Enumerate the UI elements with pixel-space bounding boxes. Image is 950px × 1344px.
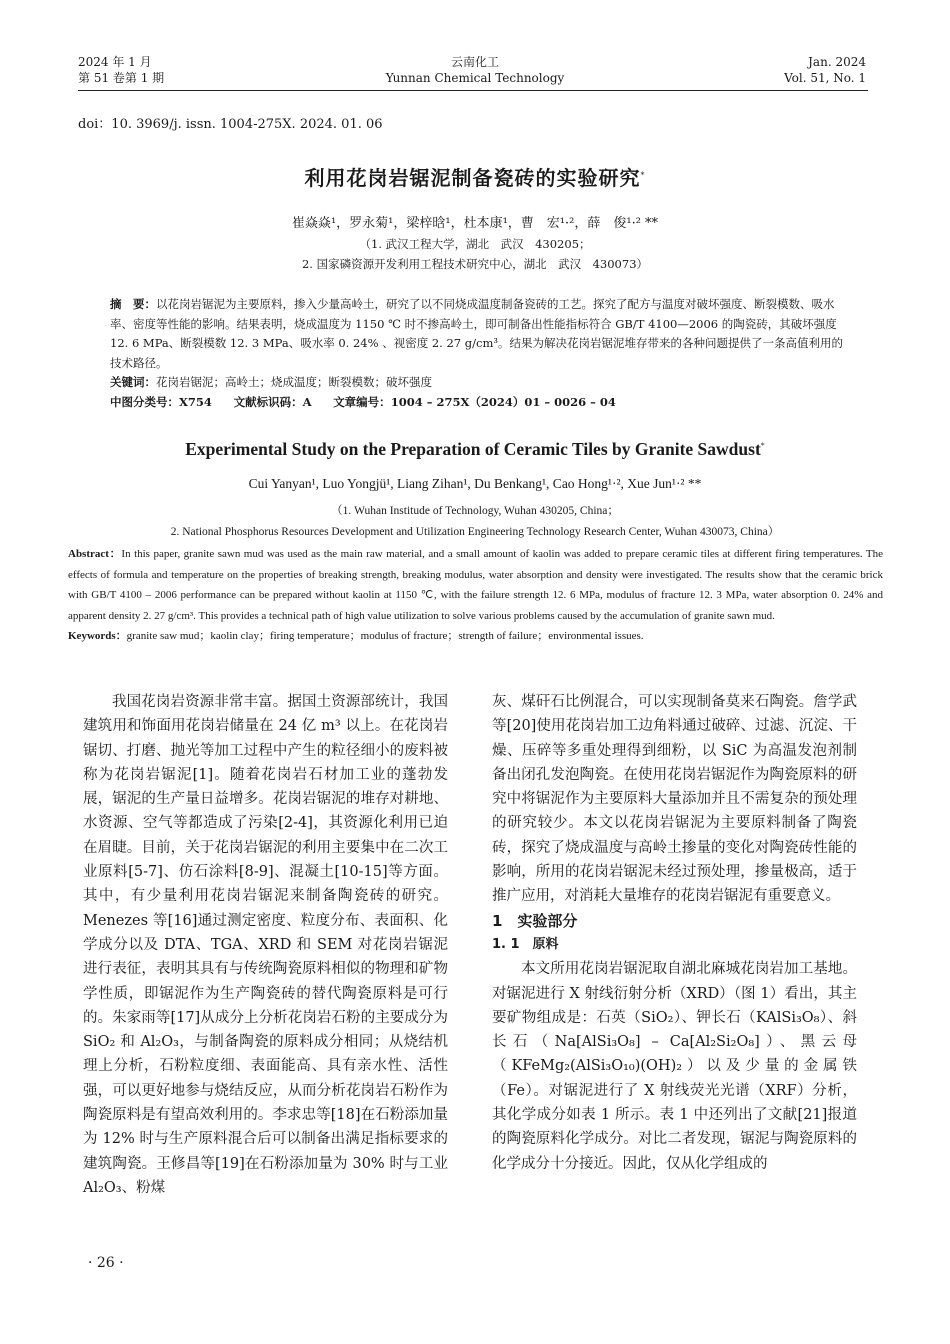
header-divider (78, 90, 868, 91)
affiliation-cn-2: 2. 国家磷资源开发利用工程技术研究中心，湖北 武汉 430073） (301, 257, 649, 271)
section-heading-1: 1 实验部分 (492, 911, 578, 930)
classification-row (110, 393, 850, 413)
abstract-en-body (68, 544, 883, 626)
header-volume-cn: 第 51 卷第 1 期 (78, 71, 165, 85)
title-en-footnote-mark: * (760, 441, 765, 451)
abstract-en-text: In this paper, granite sawn mud was used as the main raw material, and a small amount of kaolin was added to prepare ceramic tiles at different firing temperatures. The effects of formula and temperature on the properties of breaking strength, breaking modulus, water absorption and density were investigated. The results show that the ceramic brick with GB/T 4100 – 2006 performance can be prepared without kaolin at 1150 ℃, with the failure strength 12. 6 MPa, modulus of fracture 12. 3 MPa, water absorption 0. 24% and apparent density 2. 27 g/cm³. This provides a technical path of high value utilization to solve various problems caused by the accumulation of granite sawn mud. (68, 548, 883, 622)
keywords-cn (110, 373, 850, 393)
doc-code-value: A (302, 394, 312, 409)
journal-name-en: Yunnan Chemical Technology (385, 71, 565, 85)
materials-paragraph: 本文所用花岗岩锯泥取自湖北麻城花岗岩加工基地。对锯泥进行 X 射线衍射分析（XRD）（图 1）看出，其主要矿物组成是：石英（SiO₂）、钾长石（KAlSi₃O₈）、斜长石（Na[AlSi₃O₈] – Ca[Al₂Si₂O₈]）、黑云母（KFeMg₂(AlSi₃O₁₀)(OH)₂）以及少量的金属铁（Fe）。对锯泥进行了 X 射线荧光光谱（XRF）分析，其化学成分如表 1 所示。表 1 中还列出了文献[21]报道的陶瓷原料化学成分。对比二者发现，锯泥与陶瓷原料的化学成分十分接近。因此，仅从化学组成的 (492, 961, 857, 1172)
article-no-label: 文章编号： (333, 394, 391, 409)
intro-paragraph: 我国花岗岩资源非常丰富。据国土资源部统计，我国建筑用和饰面用花岗岩储量在 24 亿 m³ 以上。在花岗岩锯切、打磨、抛光等加工过程中产生的粒径细小的废料被称为花岗岩锯泥[1]。随着花岗岩石材加工业的蓬勃发展，锯泥的生产量日益增多。花岗岩锯泥的堆存对耕地、水资源、空气等都造成了污染[2-4]，其资源化利用已迫在眉睫。目前，关于花岗岩锯泥的利用主要集中在二次工业原料[5-7]、仿石涂料[8-9]、混凝土[10-15]等方面。其中，有少量利用花岗岩锯泥来制备陶瓷砖的研究。Menezes 等[16]通过测定密度、粒度分布、表面积、化学成分以及 DTA、TGA、XRD 和 SEM 对花岗岩锯泥进行表征，表明其具有与传统陶瓷原料相似的物理和矿物学性质，即锯泥作为生产陶瓷砖的替代陶瓷原料是可行的。朱家雨等[17]从成分上分析花岗岩石粉的主要成分为 SiO₂ 和 Al₂O₃，与制备陶瓷的原料成分相同；从烧结机理上分析，石粉粒度细、表面能高、具有亲水性、活性强，可以更好地参与烧结反应，从而分析花岗岩石粉作为陶瓷原料是有望高效利用的。李求忠等[18]在石粉添加量为 12% 时与生产原料混合后可以制备出满足指标要求的建筑陶瓷。王修昌等[19]在石粉添加量为 30% 时与工业 Al₂O₃、粉煤 (83, 694, 448, 1196)
journal-name-cn: 云南化工 (450, 55, 499, 69)
abstract-cn (110, 295, 850, 412)
affiliation-cn-1: （1. 武汉工程大学，湖北 武汉 430205； (359, 237, 591, 251)
body-column-right (492, 690, 857, 1176)
article-no-value: 1004 – 275X（2024）01 – 0026 – 04 (390, 394, 616, 409)
doc-code-label: 文献标识码： (233, 394, 303, 409)
abstract-en-label: Abstract： (68, 548, 122, 560)
keywords-cn-label: 关键词： (110, 375, 156, 389)
clc-value: X754 (179, 394, 212, 409)
keywords-cn-text: 花岗岩锯泥；高岭土；烧成温度；断裂模数；破坏强度 (156, 375, 432, 389)
intro-paragraph-continued: 灰、煤矸石比例混合，可以实现制备莫来石陶瓷。詹学武等[20]使用花岗岩加工边角料通过破碎、过滤、沉淀、干燥、压碎等多重处理得到细粉，以 SiC 为高温发泡剂制备出闭孔发泡陶瓷。在使用花岗岩锯泥作为陶瓷原料的研究中将锯泥作为主要原料大量添加并且不需复杂的预处理的研究较少。本文以花岗岩锯泥为主要原料制备了陶瓷砖，探究了烧成温度与高岭土掺量的变化对陶瓷砖性能的影响，所用的花岗岩锯泥未经过预处理，掺量极高，适于推广应用，对消耗大量堆存的花岗岩锯泥有重要意义。 (492, 694, 857, 905)
page-number: · 26 · (88, 1255, 124, 1271)
authors-cn: 崔焱焱¹，罗永菊¹，梁梓晗¹，杜本康¹，曹 宏¹·²，薛 俊¹·² ** (291, 216, 659, 231)
keywords-en-text: granite saw mud；kaolin clay；firing temperature；modulus of fracture；strength of failure；environmental issues. (126, 630, 644, 642)
doi: doi：10. 3969/j. issn. 1004-275X. 2024. 01. 06 (78, 117, 383, 132)
abstract-en (68, 544, 883, 647)
header-date-cn: 2024 年 1 月 (78, 55, 152, 69)
affiliation-en-1: （1. Wuhan Institude of Technology, Wuhan 430205, China； (331, 505, 619, 517)
journal-date-volume-en (784, 54, 866, 86)
title-cn-text: 利用花岗岩锯泥制备瓷砖的实验研究 (304, 166, 641, 190)
body-column-left (83, 690, 448, 1200)
affiliation-en-2: 2. National Phosphorus Resources Development and Utilization Engineering Technology Research Center, Wuhan 430073, China） (170, 526, 780, 538)
header-volume-en: Vol. 51, No. 1 (784, 71, 866, 85)
abstract-cn-label: 摘 要： (110, 297, 156, 311)
section-heading-1-1: 1. 1 原料 (492, 936, 559, 952)
title-en-text: Experimental Study on the Preparation of Ceramic Tiles by Granite Sawdust (185, 439, 761, 459)
title-footnote-mark: * (640, 170, 646, 180)
abstract-cn-text: 以花岗岩锯泥为主要原料，掺入少量高岭土，研究了以不同烧成温度制备瓷砖的工艺。探究了配方与温度对破坏强度、断裂模数、吸水率、密度等性能的影响。结果表明，烧成温度为 1150 ℃ 时不掺高岭土，即可制备出性能指标符合 GB/T 4100—2006 的陶瓷砖，其破坏强度 12. 6 MPa、断裂模数 12. 3 MPa、吸水率 0. 24% 、视密度 2. 27 g/cm³。结果为解决花岗岩锯泥堆存带来的各种问题提供了一条高值利用的技术路径。 (110, 297, 843, 370)
clc-label: 中图分类号： (110, 394, 179, 409)
title-cn (0, 162, 950, 191)
authors-en: Cui Yanyan¹, Luo Yongjü¹, Liang Zihan¹, Du Benkang¹, Cao Hong¹·², Xue Jun¹·² ** (248, 476, 702, 491)
title-en (0, 439, 950, 460)
header-date-en: Jan. 2024 (808, 55, 866, 69)
keywords-en-label: Keywords： (68, 630, 127, 642)
abstract-cn-body (110, 295, 850, 373)
keywords-en (68, 626, 883, 647)
